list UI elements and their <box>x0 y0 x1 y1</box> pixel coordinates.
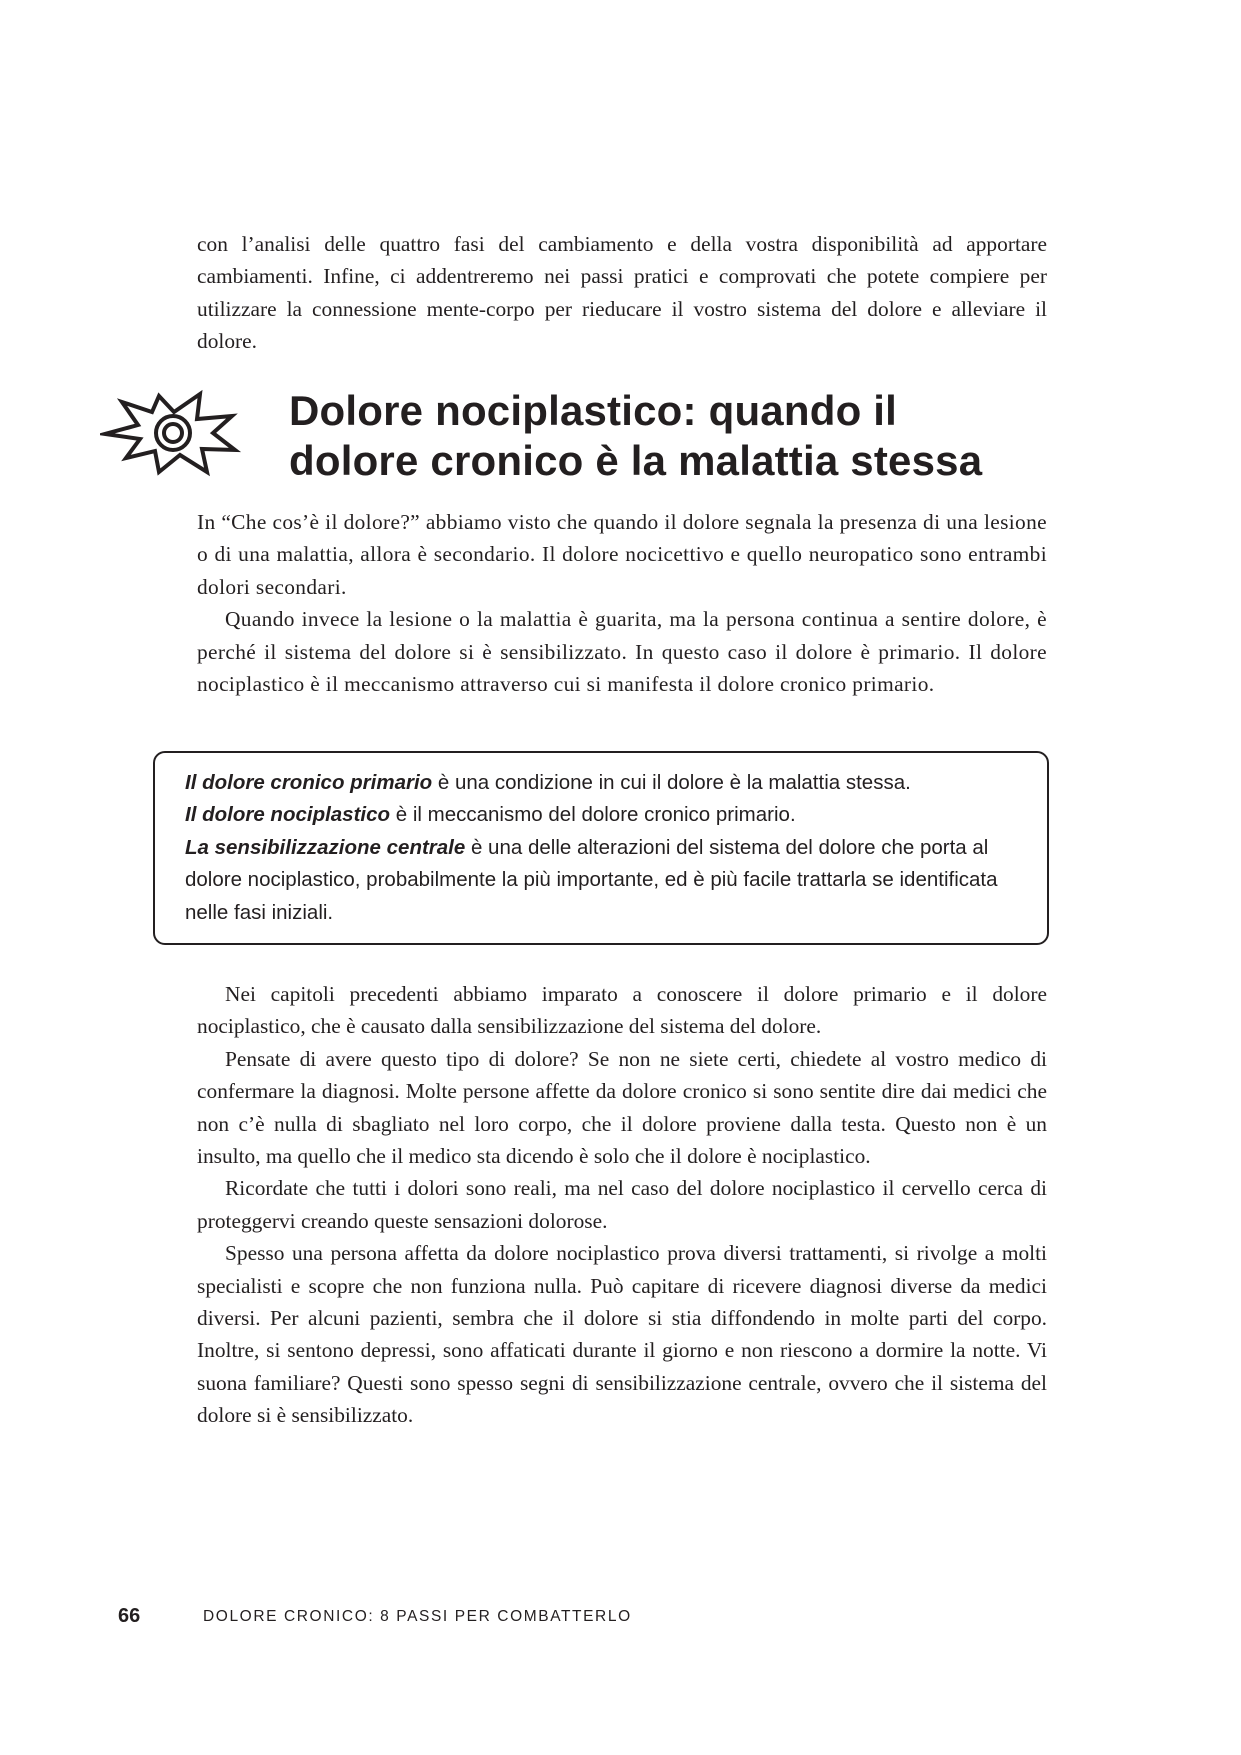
callout-definition-1 <box>185 767 1019 799</box>
callout-desc-3: è una delle alterazioni del sistema del dolore che porta al dolore nociplastico, probabilmente la più importante, ed è più facile trattarla se identificata nelle fasi iniziali. <box>185 835 998 924</box>
section-title-line-2: dolore cronico è la malattia stessa <box>289 437 983 484</box>
callout-term-3: La sensibilizzazione centrale <box>185 835 466 859</box>
callout-definition-3 <box>185 832 1019 929</box>
section-2-paragraph-3: Ricordate che tutti i dolori sono reali, ma nel caso del dolore nociplastico il cervello cerca di proteggervi creando queste sensazioni dolorose. <box>197 1176 1047 1233</box>
callout-definition-2 <box>185 799 1019 831</box>
section-2-paragraph-4: Spesso una persona affetta da dolore nociplastico prova diversi trattamenti, si rivolge a molti specialisti e scopre che non funziona nulla. Può capitare di ricevere diagnosi diverse da medici diversi. Per alcuni pazienti, sembra che il dolore si stia diffondendo in molte parti del corpo. Inoltre, si sentono depressi, sono affaticati durante il giorno e non riescono a dormire la notte. Vi suona familiare? Questi sono spesso segni di sensibilizzazione centrale, ovvero che il sistema del dolore si è sensibilizzato. <box>197 1241 1047 1428</box>
section-title <box>289 386 1089 486</box>
section-title-line-1: Dolore nociplastico: quando il <box>289 387 898 434</box>
callout-term-2: Il dolore nociplastico <box>185 803 391 827</box>
section-heading <box>100 388 1060 498</box>
section-2-paragraph-2: Pensate di avere questo tipo di dolore? Se non ne siete certi, chiedete al vostro medico di confermare la diagnosi. Molte persone affette da dolore cronico si sono sentite dire dai medici che non c’è nulla di sbagliato nel loro corpo, che il dolore proviene dalla testa. Questo non è un insulto, ma quello che il medico sta dicendo è solo che il dolore è nociplastico. <box>197 1046 1047 1169</box>
callout-desc-1: è una condizione in cui il dolore è la malattia stessa. <box>432 771 911 794</box>
section-2-paragraph-1: Nei capitoli precedenti abbiamo imparato a conoscere il dolore primario e il dolore nociplastico, che è causato dalla sensibilizzazione del sistema del dolore. <box>197 982 1047 1039</box>
section-1-text <box>197 506 1047 700</box>
intro-paragraph-block <box>197 228 1047 358</box>
callout-term-1: Il dolore cronico primario <box>185 771 433 794</box>
sun-burst-icon <box>100 388 250 478</box>
running-title: DOLORE CRONICO: 8 PASSI PER COMBATTERLO <box>203 1608 632 1625</box>
section-1-paragraph-1: In “Che cos’è il dolore?” abbiamo visto che quando il dolore segnala la presenza di una lesione o di una malattia, allora è secondario. Il dolore nocicettivo e quello neuropatico sono entrambi dolori secondari. <box>197 510 1047 599</box>
sun-inner-ring <box>164 424 182 442</box>
section-2-text <box>197 978 1047 1432</box>
section-1-paragraph-2: Quando invece la lesione o la malattia è guarita, ma la persona continua a sentire dolore, è perché il sistema del dolore si è sensibilizzato. In questo caso il dolore è primario. Il dolore nociplastico è il meccanismo attraverso cui si manifesta il dolore cronico primario. <box>197 607 1047 697</box>
callout-desc-2: è il meccanismo del dolore cronico primario. <box>390 803 796 827</box>
definitions-callout-box <box>153 751 1049 945</box>
intro-paragraph: con l’analisi delle quattro fasi del cambiamento e della vostra disponibilità ad apportare cambiamenti. Infine, ci addentreremo nei passi pratici e comprovati che potete compiere per utilizzare la connessione mente-corpo per rieducare il vostro sistema del dolore e alleviare il dolore. <box>197 232 1047 354</box>
sun-outer-ring <box>156 416 190 450</box>
sun-burst-rays <box>105 394 235 472</box>
page-number: 66 <box>118 1605 141 1627</box>
